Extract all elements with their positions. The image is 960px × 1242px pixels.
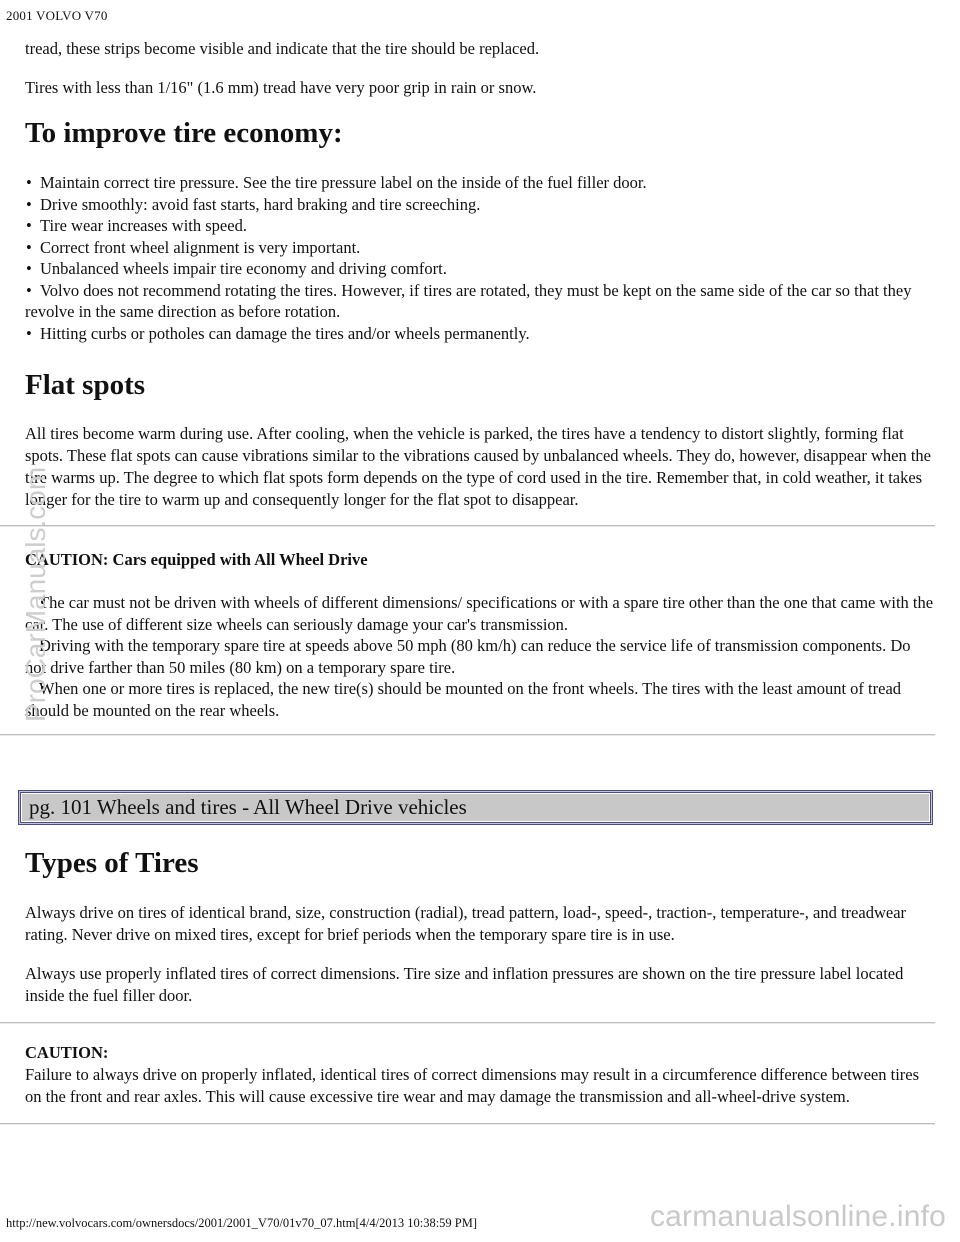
flat-spots-heading: Flat spots (25, 369, 146, 401)
brand-watermark: carmanualsonline.info (649, 1200, 946, 1233)
types-heading: Types of Tires (25, 847, 199, 879)
document-body (25, 32, 935, 1125)
intro-paragraph-2: Tires with less than 1/16" (1.6 mm) tread have very poor grip in rain or snow. (25, 78, 537, 97)
list-item: • When one or more tires is replaced, the new tire(s) should be mounted on the front wheels. The tires with the least amount of tread should be mounted on the rear wheels. (25, 678, 935, 721)
list-item: • Correct front wheel alignment is very important. (25, 237, 935, 259)
section-title-bar: pg. 101 Wheels and tires - All Wheel Drive vehicles (18, 790, 933, 825)
list-item: • Maintain correct tire pressure. See the tire pressure label on the inside of the fuel filler door. (25, 172, 935, 194)
caution-title: CAUTION: (25, 1043, 109, 1062)
types-paragraph-1: Always drive on tires of identical brand, size, construction (radial), tread pattern, load-, speed-, traction-, temperature-, and treadwear rating. Never drive on mixed tires, except for brief periods when the temporary spare tire is in use. (25, 903, 907, 944)
list-item: • Hitting curbs or potholes can damage the tires and/or wheels permanently. (25, 323, 935, 345)
economy-list (25, 172, 935, 344)
list-item: • The car must not be driven with wheels of different dimensions/ specifications or with a spare tire other than the one that came with the car. The use of different size wheels can seriously damage your car's transmission. (25, 592, 935, 635)
divider (0, 1022, 935, 1024)
list-item: • Driving with the temporary spare tire at speeds above 50 mph (80 km/h) can reduce the service life of transmission components. Do not drive farther than 50 miles (80 km) on a temporary spare tire. (25, 635, 935, 678)
types-paragraph-2: Always use properly inflated tires of correct dimensions. Tire size and inflation pressures are shown on the tire pressure label located inside the fuel filler door. (25, 964, 904, 1005)
side-watermark: ProCarManuals.com (20, 466, 51, 722)
page-header: 2001 VOLVO V70 (6, 8, 108, 23)
list-item: • Volvo does not recommend rotating the tires. However, if tires are rotated, they must be kept on the same side of the car so that they revolve in the same direction as before rotation. (25, 280, 935, 323)
caution-awd-list (25, 592, 935, 721)
page-footer-url: http://new.volvocars.com/ownersdocs/2001/2001_V70/01v70_07.htm[4/4/2013 10:38:59 PM] (6, 1216, 478, 1230)
caution-paragraph: Failure to always drive on properly inflated, identical tires of correct dimensions may result in a circumference difference between tires on the front and rear axles. This will cause excessive tire wear and may damage the transmission and all-wheel-drive system. (25, 1065, 920, 1106)
intro-paragraph-1: tread, these strips become visible and indicate that the tire should be replaced. (25, 39, 540, 58)
caution-awd-title: CAUTION: Cars equipped with All Wheel Drive (25, 550, 368, 569)
flat-spots-paragraph: All tires become warm during use. After cooling, when the vehicle is parked, the tires have a tendency to distort slightly, forming flat spots. These flat spots can cause vibrations similar to the vibrations caused by unbalanced wheels. They do, however, disappear when the tire warms up. The degree to which flat spots form depends on the type of cord used in the tire. Remember that, in cold weather, it takes longer for the tire to warm up and consequently longer for the flat spot to disappear. (25, 424, 931, 509)
list-item: • Tire wear increases with speed. (25, 215, 935, 237)
list-item: • Unbalanced wheels impair tire economy and driving comfort. (25, 258, 935, 280)
list-item: • Drive smoothly: avoid fast starts, hard braking and tire screeching. (25, 194, 935, 216)
divider (0, 1123, 935, 1125)
economy-heading: To improve tire economy: (25, 117, 343, 149)
divider (0, 734, 935, 736)
divider (0, 525, 935, 527)
